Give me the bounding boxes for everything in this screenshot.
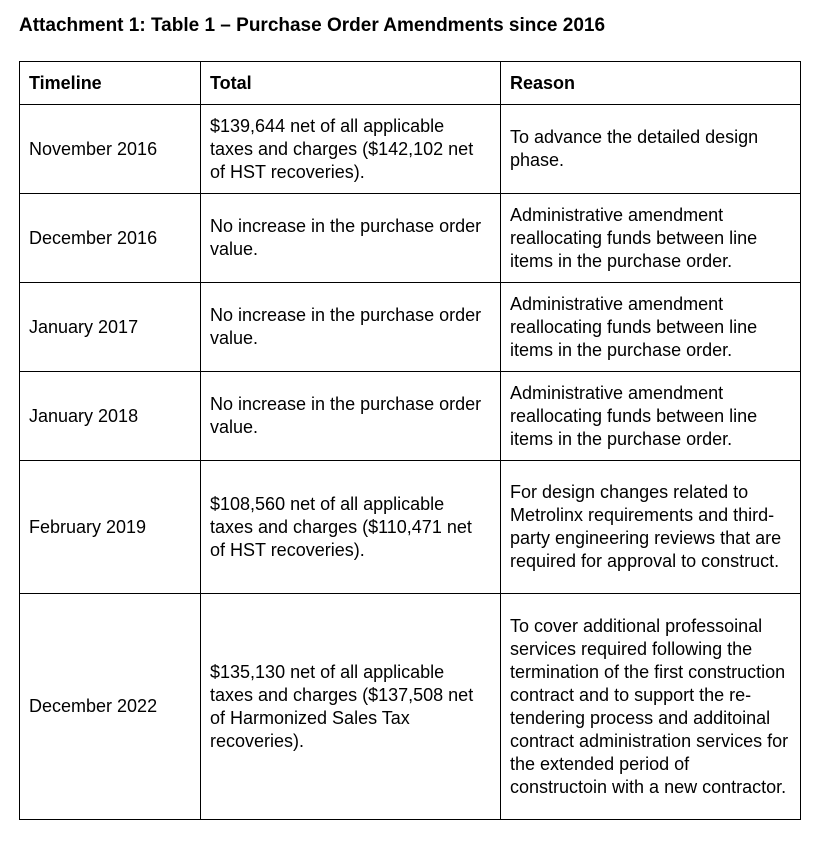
total-cell: $135,130 net of all applicable taxes and charges ($137,508 net of Harmonized Sales Tax recoveries). [201,594,501,820]
total-cell: No increase in the purchase order value. [201,372,501,461]
total-cell: $139,644 net of all applicable taxes and charges ($142,102 net of HST recoveries). [201,105,501,194]
table-row [20,283,801,372]
reason-cell: Administrative amendment reallocating funds between line items in the purchase order. [501,194,801,283]
table-row [20,594,801,820]
total-cell: No increase in the purchase order value. [201,194,501,283]
document-title: Attachment 1: Table 1 – Purchase Order Amendments since 2016 [19,15,606,36]
timeline-cell: November 2016 [20,105,201,194]
amendments-table [19,61,801,820]
table-header-row [20,62,801,105]
table-row [20,105,801,194]
reason-cell: To cover additional professoinal services required following the termination of the first construction contract and to support the re-tendering process and additoinal contract administration services for the extended period of constructoin with a new contractor. [501,594,801,820]
header-reason: Reason [501,62,801,105]
timeline-cell: December 2022 [20,594,201,820]
reason-cell: Administrative amendment reallocating funds between line items in the purchase order. [501,372,801,461]
timeline-cell: December 2016 [20,194,201,283]
table-row [20,194,801,283]
table-row [20,372,801,461]
timeline-cell: February 2019 [20,461,201,594]
timeline-cell: January 2017 [20,283,201,372]
header-total: Total [201,62,501,105]
table-row [20,461,801,594]
timeline-cell: January 2018 [20,372,201,461]
reason-cell: To advance the detailed design phase. [501,105,801,194]
header-timeline: Timeline [20,62,201,105]
reason-cell: Administrative amendment reallocating funds between line items in the purchase order. [501,283,801,372]
total-cell: No increase in the purchase order value. [201,283,501,372]
reason-cell: For design changes related to Metrolinx requirements and third-party engineering reviews that are required for approval to construct. [501,461,801,594]
total-cell: $108,560 net of all applicable taxes and charges ($110,471 net of HST recoveries). [201,461,501,594]
